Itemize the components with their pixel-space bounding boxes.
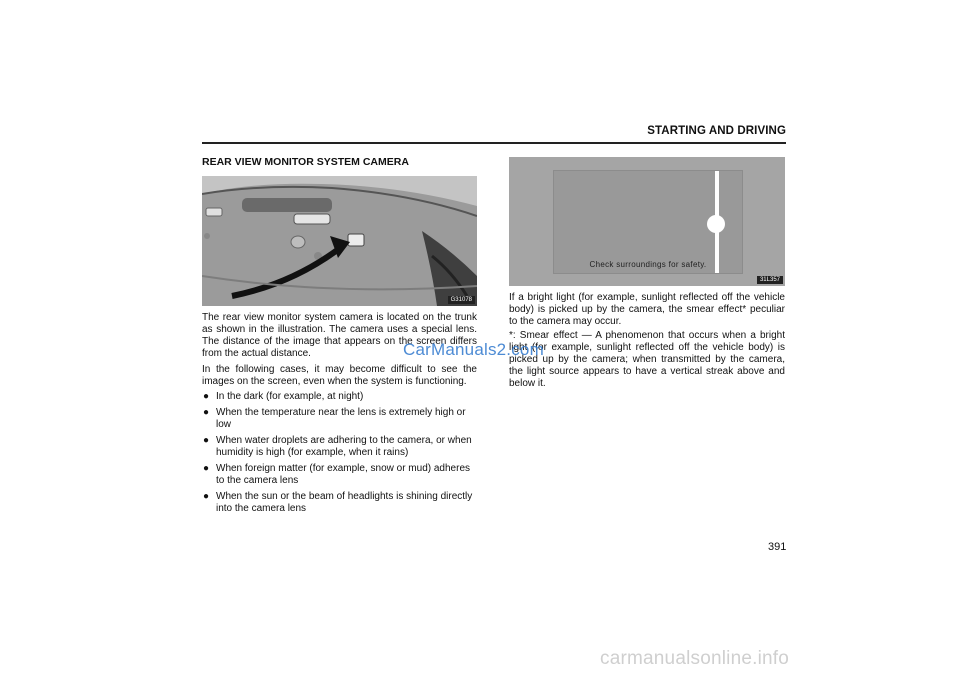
bullet-icon: ● — [203, 391, 210, 402]
paragraph-bright-light: If a bright light (for example, sunlight reflected off the vehicle body) is picked up by the camera, the smear effect* peculiar to the camera may occur. — [509, 292, 785, 327]
list-item: ● When water droplets are adhering to the camera, or when humidity is high (for example, when it rains) — [203, 435, 472, 458]
conditions-list — [202, 391, 477, 519]
header-rule — [202, 142, 786, 144]
list-item: ● In the dark (for example, at night) — [203, 391, 364, 402]
trunk-camera-illustration — [202, 176, 477, 306]
paragraph-difficult-cases: In the following cases, it may become difficult to see the images on the screen, even when the system is functioning. — [202, 364, 477, 387]
monitor-screen — [553, 170, 743, 274]
light-source — [707, 215, 725, 233]
paragraph-camera-location: The rear view monitor system camera is located on the trunk as shown in the illustration. The camera uses a special lens. The distance of the image that appears on the screen differs from the actual distance. — [202, 312, 477, 359]
bullet-icon: ● — [203, 491, 210, 502]
screen-message: Check surroundings for safety. — [589, 260, 707, 269]
trunk-illustration-drawing — [202, 176, 477, 306]
watermark: CarManuals2.com — [403, 340, 544, 359]
figure-code: 31L357 — [757, 276, 783, 284]
list-item: ● When foreign matter (for example, snow or mud) adheres to the camera lens — [203, 463, 470, 486]
smear-effect-illustration — [509, 157, 785, 286]
paragraph-smear-definition: *: Smear effect — A phenomenon that occurs when a bright light (for example, sunlight reflected off the vehicle body) is picked up by the camera; when transmitted by the camera, the light source appears to have a vertical streak above and below it. — [509, 330, 785, 389]
bullet-icon: ● — [203, 463, 210, 474]
bullet-icon: ● — [203, 435, 210, 446]
section-title: STARTING AND DRIVING — [647, 125, 786, 137]
bullet-icon: ● — [203, 407, 210, 418]
page-number: 391 — [768, 541, 787, 553]
figure-code: G31078 — [448, 296, 475, 304]
footer-watermark: carmanualsonline.info — [600, 648, 790, 669]
page-heading: REAR VIEW MONITOR SYSTEM CAMERA — [202, 156, 409, 168]
list-item: ● When the temperature near the lens is extremely high or low — [203, 407, 466, 430]
list-item: ● When the sun or the beam of headlights is shining directly into the camera lens — [203, 491, 473, 514]
